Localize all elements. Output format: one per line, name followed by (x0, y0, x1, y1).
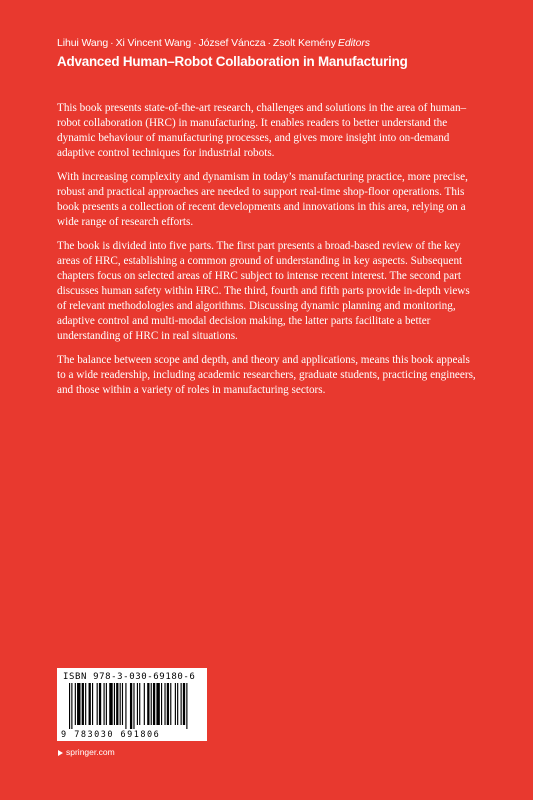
barcode-bar (147, 683, 149, 725)
barcode-bar (122, 683, 123, 725)
editor-name: Zsolt Kemény (272, 37, 336, 49)
barcode-digits: 9 783030 691806 (61, 730, 161, 739)
barcode-bar (153, 683, 155, 725)
isbn-label: ISBN 978-3-030-69180-6 (63, 672, 196, 682)
barcode-bar (97, 683, 98, 725)
separator: · (267, 37, 271, 49)
barcode-bar (114, 683, 115, 725)
barcode-bar (130, 683, 132, 729)
barcode-bar (106, 683, 107, 725)
editor-name: Xi Vincent Wang (115, 37, 192, 49)
barcode-bar (175, 683, 176, 725)
publisher-website: springer.com (66, 747, 115, 757)
barcode-bar (164, 683, 165, 725)
barcode-bar (125, 683, 126, 729)
arrow-icon (58, 750, 63, 756)
barcode-bar (69, 683, 70, 729)
barcode-bar (104, 683, 105, 725)
publisher-link[interactable] (58, 747, 115, 757)
barcode-bar (92, 683, 93, 725)
barcode-bar (89, 683, 91, 725)
barcode-bar (116, 683, 118, 725)
barcode-bar (156, 683, 159, 725)
barcode-bar (144, 683, 145, 725)
barcode-bar (99, 683, 101, 725)
barcode-bar (186, 683, 187, 729)
blurb-paragraph: With increasing complexity and dynamism in today’s manufacturing practice, more precise, robust and practical approaches are needed to support real-time shop-floor operations. This book presents a collection of recent developments and innovations in this area, relying on a wide range of research efforts. (57, 171, 468, 228)
barcode-bar (120, 683, 121, 725)
barcode-bar (167, 683, 169, 725)
barcode-bar (151, 683, 152, 725)
separator: · (110, 37, 114, 49)
barcode-bar (77, 683, 80, 725)
barcode-bar (75, 683, 76, 725)
barcode-bar (183, 683, 185, 725)
book-title: Advanced Human–Robot Collaboration in Manufacturing (57, 54, 408, 69)
blurb (57, 101, 477, 407)
blurb-paragraph: This book presents state-of-the-art research, challenges and solutions in the area of human–robot collaboration (HRC) in manufacturing. It enables readers to better understand the dynamic behaviour of manufacturing processes, and gives more insight into on-demand adaptive control techniques for industrial robots. (57, 102, 467, 159)
blurb-paragraph: The balance between scope and depth, and theory and applications, means this book appeals to a wide readership, including academic researchers, graduate students, practicing engineers, and those within a variety of roles in manufacturing sectors. (57, 354, 476, 396)
editor-name: Lihui Wang (57, 37, 109, 49)
blurb-paragraph: The book is divided into five parts. The first part presents a broad-based review of the key areas of HRC, establishing a common ground of understanding in key aspects. Subsequent chapters focus on selected areas of HRC subject to intense recent interest. The second part discusses human safety within HRC. The third, fourth and fifth parts provide in-depth views of relevant methodologies and algorithms. Discussing dynamic planning and monitoring, adaptive control and multi-modal decision making, the latter parts facilitate a better understanding of HRC in real situations. (57, 240, 470, 342)
barcode-bar (133, 683, 134, 729)
separator: · (193, 37, 197, 49)
barcode-bar (177, 683, 178, 725)
editors-line (57, 37, 370, 49)
editor-name: József Váncza (198, 37, 266, 49)
barcode-bar (181, 683, 182, 725)
barcode-bar (82, 683, 84, 725)
barcode-bar (71, 683, 72, 729)
isbn-barcode-box (57, 668, 207, 741)
barcode (61, 683, 203, 739)
barcode-bar (139, 683, 140, 725)
barcode-bar (85, 683, 86, 725)
barcode-bar (109, 683, 112, 725)
barcode-bar (170, 683, 171, 725)
editors-role: Editors (337, 37, 370, 49)
barcode-bar (161, 683, 162, 725)
barcode-bar (137, 683, 138, 725)
